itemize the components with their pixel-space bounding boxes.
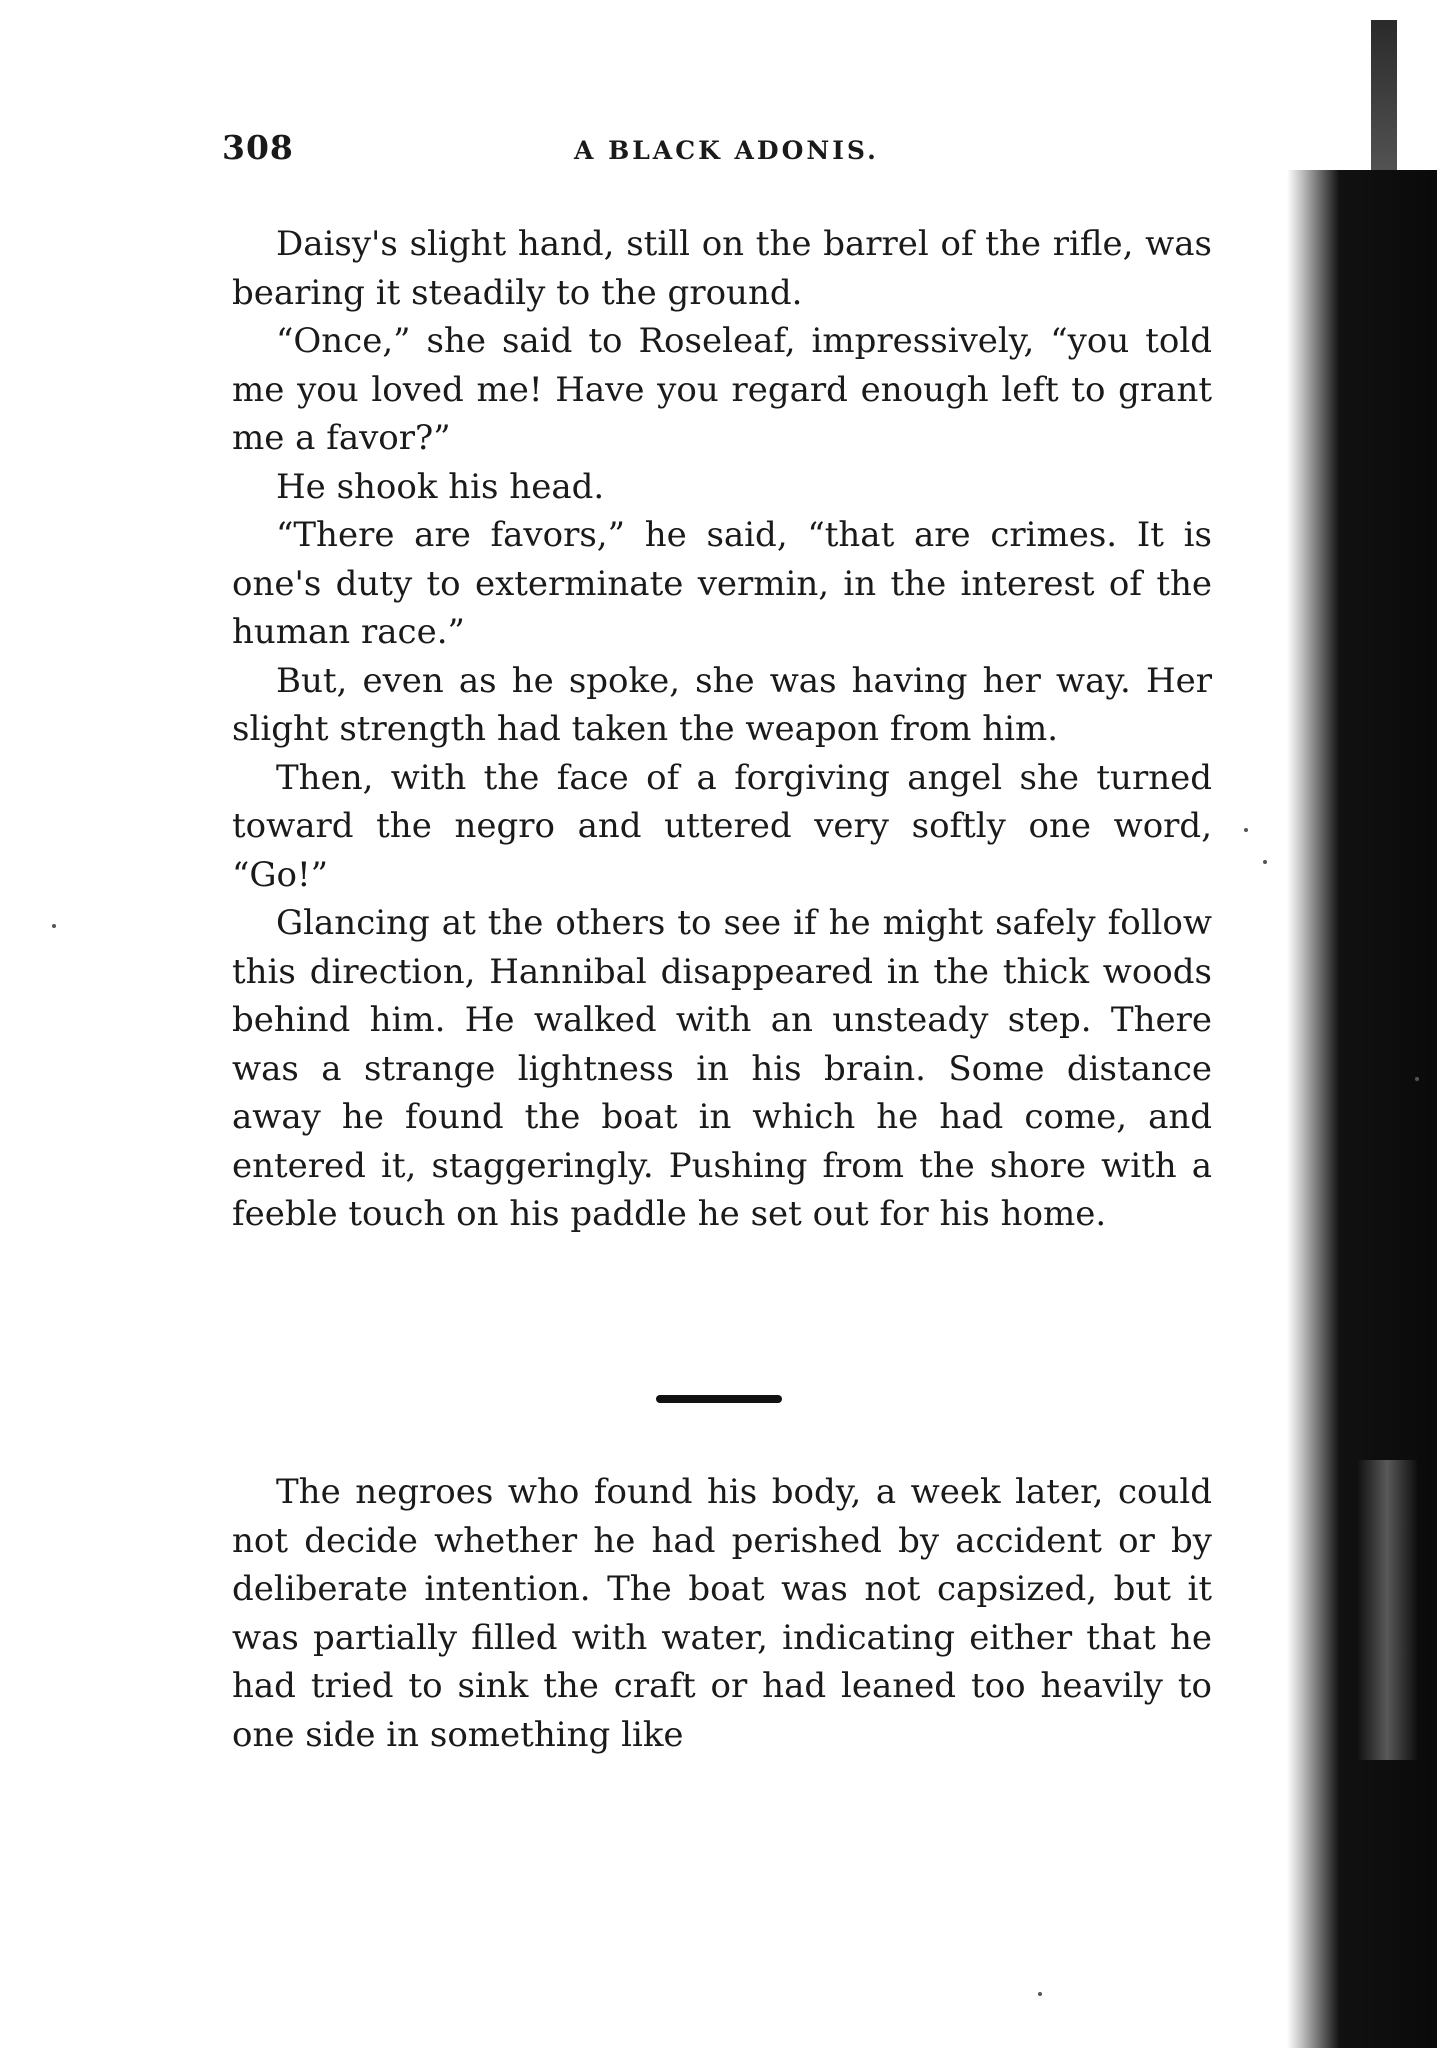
- paragraph: Glancing at the others to see if he might safely follow this direction, Hannibal disappeared in the thick woods behind him. He walked with an unsteady step. There was a strange lightness in his brain. Some distance away he found the boat in which he had come, and entered it, staggeringly. Pushing from the shore with a feeble touch on his paddle he set out for his home.: [232, 903, 1212, 1234]
- page-number: 308: [222, 128, 294, 167]
- paragraph: “There are favors,” he said, “that are crimes. It is one's duty to exterminate vermin, in the interest of the human race.”: [232, 515, 1212, 652]
- paragraph: The negroes who found his body, a week later, could not decide whether he had perished by accident or by deliberate intention. The boat was not capsized, but it was partially filled with water, indicating either that he had tried to sink the craft or had leaned too heavily to one side in something like: [232, 1472, 1212, 1755]
- scan-speck: [52, 924, 56, 928]
- section-divider: [656, 1395, 782, 1403]
- running-title: A BLACK ADONIS.: [574, 136, 879, 165]
- paragraph: He shook his head.: [276, 466, 605, 507]
- body-text: [232, 220, 1212, 1239]
- scan-speck: [1263, 860, 1267, 864]
- page-header: [222, 128, 1222, 188]
- scan-speck: [1038, 1992, 1042, 1996]
- body-text-after-break: [232, 1468, 1212, 1759]
- scan-speck: [1244, 828, 1248, 832]
- paragraph: Daisy's slight hand, still on the barrel of the rifle, was bearing it steadily to the ground.: [232, 224, 1212, 313]
- binding-edge-shadow: [1277, 20, 1437, 2048]
- paragraph: “Once,” she said to Roseleaf, impressively, “you told me you loved me! Have you regard enough left to grant me a favor?”: [232, 321, 1212, 458]
- scan-speck: [1415, 1077, 1419, 1081]
- paragraph: But, even as he spoke, she was having her way. Her slight strength had taken the weapon from him.: [232, 660, 1212, 749]
- paragraph: Then, with the face of a forgiving angel she turned toward the negro and uttered very softly one word, “Go!”: [232, 757, 1212, 895]
